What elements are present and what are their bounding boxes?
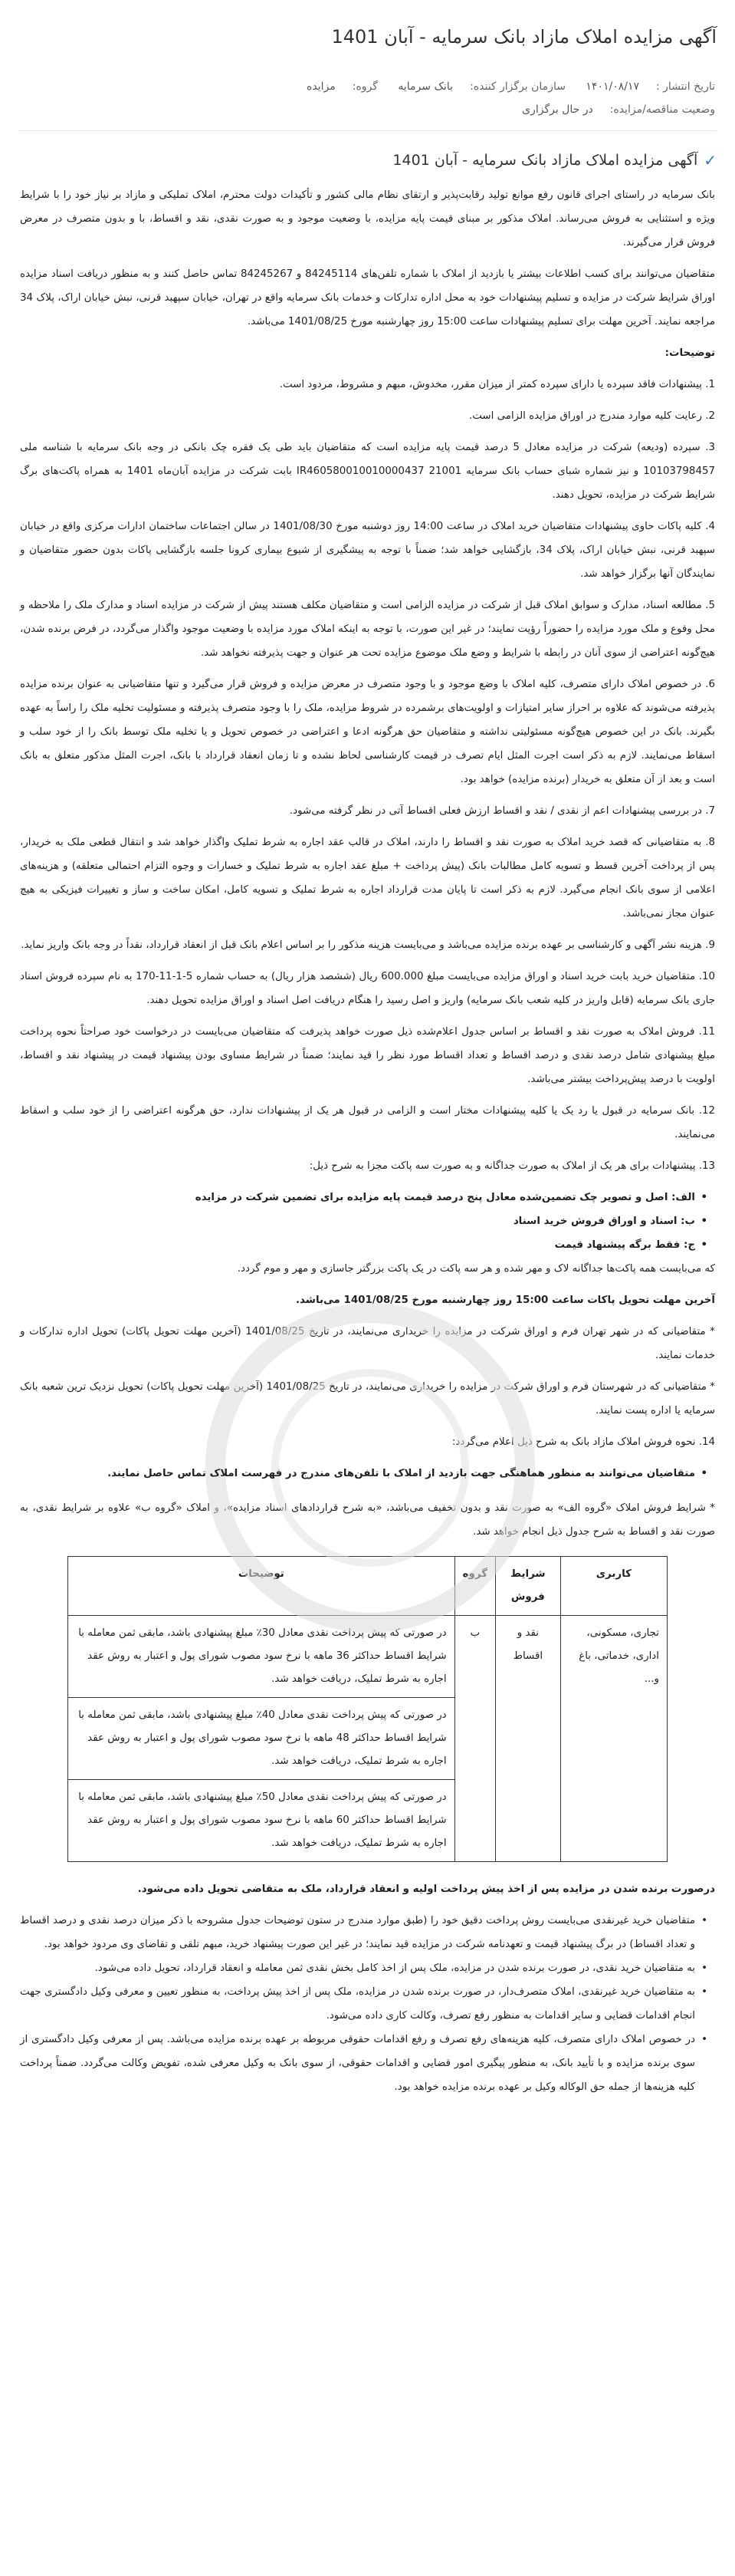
winner-list <box>20 1909 715 2099</box>
note-5: 5. مطالعه اسناد، مدارک و سوابق املاک قبل از شرکت در مزایده الزامی است و متقاضیان مکلف هستند پیش از شرکت در مزایده اسناد و مدارک ملک را ملاحظه و محل وقوع و ملک مورد مزایده را حضوراً رؤیت نمایند؛ در غیر این صورت، با توجه به اینکه املاک مورد مزایده با وضعیت موجود واگذار می‌گردد، در فرض برنده شدن، هیچ‌گونه اعتراضی از سوی آنان در رابطه با شرایط و وضع ملک موضوع مزایده تحت هر عنوان و جهت پذیرفته نخواهد شد. <box>20 600 715 659</box>
note-2: 2. رعایت کلیه موارد مندرج در اوراق مزایده الزامی است. <box>469 410 715 422</box>
th-condition: شرایط فروش <box>496 1557 561 1616</box>
section-heading <box>18 151 717 169</box>
envelopes-list <box>20 1186 715 1257</box>
page-title: آگهی مزایده املاک مازاد بانک سرمایه - آبان 1401 <box>331 26 717 48</box>
note-6: 6. در خصوص املاک دارای متصرف، کلیه املاک با وضع موجود و با وجود متصرف در معرض مزایده و فروش قرار می‌گیرد و تنها متقاضیانی به عنوان برنده مزایده پذیرفته می‌شوند که علاوه بر احراز سایر امتیازات و اولویت‌های برشمرده در شروط مزایده، ملک را با وجود متصرف پذیرفته و مسئولیت تخلیه ملک را راساً به عهده بگیرند. بانک در این خصوص هیچ‌گونه مسئولیتی نداشته و متقاضیان حق هرگونه ادعا و اعتراضی در خصوص تحویل و یا تخلیه ملک توسط بانک را از خود سلب و اسقاط می‌نمایند. لازم به ذکر است اجرت المثل ایام تصرف در قیمت کارشناسی لحاظ نشده و تا زمان انعقاد قرارداد با بانک، اجرت المثل مذکور متعلق به بانک است و بعد از آن متعلق به خریدار (برنده مزایده) خواهد بود. <box>20 679 715 785</box>
org-label: سازمان برگزار کننده: <box>470 81 566 93</box>
cell-usage: تجاری، مسکونی، اداری، خدماتی، باغ و... <box>560 1616 667 1862</box>
status-value: در حال برگزاری <box>522 104 593 116</box>
callout-list <box>20 1462 715 1485</box>
check-icon: ✓ <box>704 151 717 169</box>
terms-intro: * شرایط فروش املاک «گروه الف» به صورت نقد و بدون تخفیف می‌باشد، «به شرح قراردادهای اسناد مزایده»، و املاک «گروه ب» علاوه بر شرایط نقدی، به صورت نقد و اقساط به شرح جدول ذیل انجام خواهد شد. <box>20 1502 715 1538</box>
th-description: توضیحات <box>68 1557 455 1616</box>
note-13: 13. پیشنهادات برای هر یک از املاک به صورت جداگانه و به صورت سه پاکت مجزا به شرح ذیل: <box>309 1160 715 1172</box>
org-value: بانک سرمایه <box>398 81 454 93</box>
article-body <box>0 183 735 1544</box>
winner-item-4: • در خصوص املاک دارای متصرف، کلیه هزینه‌های رفع تصرف و رفع اقدامات حقوقی مربوطه بر عهده برنده مزایده می‌باشد. پس از معرفی وکیل دادگستری از سوی برنده مزایده و با تأیید بانک، به منظور پیگیری امور قضایی و اقدامات حقوقی، از سوی بانک به وکیل معرفی شده، تفویض وکالت می‌گردد. ضمناً پرداخت کلیه هزینه‌ها از جمله حق الوکاله وکیل بر عهده برنده مزایده خواهد بود. <box>20 2028 695 2099</box>
note-9: 9. هزینه نشر آگهی و کارشناسی بر عهده برنده مزایده می‌باشد و می‌بایست هزینه مذکور را بر اساس اعلام بانک قبل از انعقاد قرارداد، نقداً در وجه بانک واریز نماید. <box>21 939 715 951</box>
delivery-tehran: * متقاضیانی که در شهر تهران فرم و اوراق شرکت در مزایده را خریداری می‌نمایند، در تاریخ 1401/08/25 (آخرین مهلت تحویل پاکات) تحویل اداره تدارکات و خدمات نمایند. <box>20 1326 715 1361</box>
note-10: 10. متقاضیان خرید بابت خرید اسناد و اوراق مزایده می‌بایست مبلغ 600.000 ریال (ششصد هزار ریال) به حساب شماره 5-1-11-170 به نام سپرده فروش اسناد جاری بانک سرمایه (قابل واریز در کلیه شعب بانک سرمایه) واریز و اصل رسید را هنگام دریافت اصل اسناد و اوراق مزایده تحویل دهند. <box>20 971 715 1006</box>
status-label: وضعیت مناقصه/مزایده: <box>609 104 715 116</box>
publish-date: ۱۴۰۱/۰۸/۱۷ <box>586 81 639 93</box>
deadline-line: آخرین مهلت تحویل پاکات ساعت 15:00 روز چهارشنبه مورخ 1401/08/25 می‌باشد. <box>295 1295 715 1306</box>
note-8: 8. به متقاضیانی که قصد خرید املاک به صورت نقد و اقساط را دارند، املاک در قالب عقد اجاره به شرط تملیک واگذار خواهد شد و انتقال قطعی ملک به خریدار، پس از پرداخت آخرین قسط و تسویه کامل مطالبات بانک (پیش پرداخت + مبلغ عقد اجاره به شرط تملیک و خسارات و وجوه التزام احتمالی متعلقه) و هزینه‌های اعلامی از سوی بانک انجام می‌گیرد. لازم به ذکر است تا پایان مدت قرارداد اجاره به شرط تملیک و تسویه کامل، امکان ساخت و ساز و تغییرات فیزیکی به هیچ عنوان مجاز نمی‌باشد. <box>20 837 715 920</box>
winner-item-2: • به متقاضیان خرید نقدی، در صورت برنده شدن در مزایده، ملک پس از اخذ کامل بخش نقدی ثمن معامله و انعقاد قرارداد، تحویل داده می‌شود. <box>20 1956 695 1980</box>
cell-description-3: در صورتی که پیش پرداخت نقدی معادل 50٪ مبلغ پیشنهادی باشد، مابقی ثمن معامله با شرایط اقساط حداکثر 60 ماهه با نرخ سود مصوب شورای پول و اعتبار به روش عقد اجاره به شرط تملیک، دریافت خواهد شد. <box>68 1780 455 1862</box>
winner-item-3: • به متقاضیان خرید غیرنقدی، املاک متصرف‌دار، در صورت برنده شدن در مزایده، ملک پس از اخذ پیش پرداخت، به منظور تعیین و معرفی وکیل دادگستری جهت انجام اقدامات قضایی و سایر اقدامات به منظور رفع تصرف، وکالت کاری داده می‌شود. <box>20 1980 695 2028</box>
meta-row-1 <box>20 75 715 98</box>
table-header-row <box>68 1557 668 1616</box>
cell-description-1: در صورتی که پیش پرداخت نقدی معادل 30٪ مبلغ پیشنهادی باشد، مابقی ثمن معامله با شرایط اقساط حداکثر 36 ماهه با نرخ سود مصوب شورای پول و اعتبار به روش عقد اجاره به شرط تملیک، دریافت خواهد شد. <box>68 1616 455 1698</box>
section-heading-text: آگهی مزایده املاک مازاد بانک سرمایه - آبان 1401 <box>392 152 698 169</box>
note-12: 12. بانک سرمایه در قبول یا رد یک یا کلیه پیشنهادات مختار است و الزامی در قبول هر یک از پیشنهادات ندارد، حق هرگونه اعتراضی را از خود سلب و اسقاط می‌نمایند. <box>20 1105 715 1140</box>
callout: • متقاضیان می‌توانند به منظور هماهنگی جهت بازدید از املاک با تلفن‌های مندرج در فهرست املاک تماس حاصل نمایند. <box>20 1462 695 1485</box>
winner-item-1: • متقاضیان خرید غیرنقدی می‌بایست روش پرداخت دقیق خود را (طبق موارد مندرج در ستون توضیحات جدول مشروحه با ذکر میزان درصد نقدی و درصد اقساط و تعداد اقساط) در برگ پیشنهاد قیمت و تعهدنامه شرکت در مزایده قید نمایند؛ در غیر این صورت پیشنهاد خرید، مبهم تلقی و تقاضای وی مردود خواهد بود. <box>20 1909 695 1956</box>
envelope-c: • ج: فقط برگه پیشنهاد قیمت <box>20 1233 695 1257</box>
delivery-city: * متقاضیانی که در شهرستان فرم و اوراق شرکت در مزایده را خریداری می‌نمایند، در تاریخ 1401/08/25 (آخرین مهلت تحویل پاکات) تحویل نزدیک ترین شعبه بانک سرمایه یا اداره پست نمایند. <box>20 1381 715 1416</box>
note-4: 4. کلیه پاکات حاوی پیشنهادات متقاضیان خرید املاک در ساعت 14:00 روز دوشنبه مورخ 1401/08/30 در سالن اجتماعات ساختمان ادارات مرکزی واقع در خیابان سپهبد قرنی، نبش خیابان اراک، پلاک 34، بازگشایی خواهد شد؛ ضمناً با توجه به پیشگیری از شیوع بیماری کرونا جلسه بازگشایی پاکات بدون حضور متقاضیان و نمایندگان آنها برگزار خواهد شد. <box>20 521 716 580</box>
winner-section <box>0 1877 735 2099</box>
th-usage: کاربری <box>560 1557 667 1616</box>
th-group: گروه <box>454 1557 495 1616</box>
note-14: 14. نحوه فروش املاک مازاد بانک به شرح ذیل اعلام می‌گردد: <box>451 1436 715 1448</box>
group-label: گروه: <box>352 81 378 93</box>
notes-title: توضیحات: <box>664 347 715 359</box>
envelope-a: • الف: اصل و تصویر چک تضمین‌شده معادل پنج درصد قیمت پایه مزایده برای تضمین شرکت در مزایده <box>20 1186 695 1209</box>
envelopes-note: که می‌بایست همه پاکت‌ها جداگانه لاک و مهر شده و هر سه پاکت در یک پاکت بزرگتر جاسازی و مهر و موم گردد. <box>237 1263 715 1275</box>
cell-condition: نقد و اقساط <box>496 1616 561 1862</box>
meta-block <box>0 75 735 121</box>
table-row <box>68 1616 668 1698</box>
note-3: 3. سپرده (ودیعه) شرکت در مزایده معادل 5 درصد قیمت پایه مزایده است که متقاضیان باید طی یک فقره چک بانکی در وجه بانک سرمایه با شناسه ملی 10103798457 و نیز شماره شبای حساب بانک سرمایه IR460580010010000437 21001 بابت شرکت در مزایده آبان‌ماه 1401 به همراه پاکت‌های برگ شرایط شرکت در مزایده، تحویل دهند. <box>20 442 715 501</box>
envelope-b: • ب: اسناد و اوراق فروش خرید اسناد <box>20 1209 695 1233</box>
note-7: 7. در بررسی پیشنهادات اعم از نقدی / نقد و اقساط ارزش فعلی اقساط آتی در نظر گرفته می‌شود. <box>289 805 715 817</box>
meta-row-2 <box>20 98 715 121</box>
sales-terms-table <box>67 1556 668 1862</box>
cell-description-2: در صورتی که پیش پرداخت نقدی معادل 40٪ مبلغ پیشنهادی باشد، مابقی ثمن معامله با شرایط اقساط حداکثر 48 ماهه با نرخ سود مصوب شورای پول و اعتبار به روش عقد اجاره به شرط تملیک، دریافت خواهد شد. <box>68 1698 455 1780</box>
cell-group: ب <box>454 1616 495 1862</box>
publish-date-label: تاریخ انتشار : <box>656 81 715 93</box>
group-value: مزایده <box>307 81 336 93</box>
winner-title: درصورت برنده شدن در مزایده پس از اخذ پیش پرداخت اولیه و انعقاد قرارداد، ملک به متقاضی تحویل داده می‌شود. <box>137 1883 715 1895</box>
intro-paragraph-2: متقاضیان می‌توانند برای کسب اطلاعات بیشتر یا بازدید از املاک با شماره تلفن‌های 84245114 و 84245267 تماس حاصل کنند و به منظور دریافت اسناد مزایده اوراق شرایط شرکت در مزایده و تسلیم پیشنهادات خود به محل اداره تدارکات و خدمات بانک سرمایه واقع در تهران، خیابان سپهبد قرنی، نبش خیابان اراک، پلاک 34 مراجعه نمایند. آخرین مهلت برای تسلیم پیشنهادات ساعت 15:00 روز چهارشنبه مورخ 1401/08/25 می‌باشد. <box>20 268 715 327</box>
note-1: 1. پیشنهادات فاقد سپرده یا دارای سپرده کمتر از میزان مقرر، مخدوش، مبهم و مشروط، مردود است. <box>279 379 715 390</box>
divider <box>18 130 717 131</box>
note-11: 11. فروش املاک به صورت نقد و اقساط بر اساس جدول اعلام‌شده ذیل صورت خواهد پذیرفت که متقاضیان می‌بایست در درخواست خود صراحتاً نحوه پرداخت مبلغ پیشنهادی شامل درصد نقدی و درصد اقساط و تعداد اقساط مورد نظر را قید نمایند؛ ضمناً در شرایط مساوی بودن پیشنهاد قیمت در پیشنهاد نقد و اقساط، اولویت با درصد پیش‌پرداخت بیشتر می‌باشد. <box>20 1026 715 1085</box>
intro-paragraph-1: بانک سرمایه در راستای اجرای قانون رفع موانع تولید رقابت‌پذیر و ارتقای نظام مالی کشور و تأکیدات دولت محترم، املاک تملیکی و مازاد بر نیاز خود را با شرایط ویژه و استثنایی به فروش می‌رساند. املاک مذکور بر مبنای قیمت پایه مزایده، با وضعیت موجود و به صورت نقدی، نقد و اقساط، با و بدون متصرف در معرض فروش قرار می‌گیرند. <box>20 189 715 248</box>
